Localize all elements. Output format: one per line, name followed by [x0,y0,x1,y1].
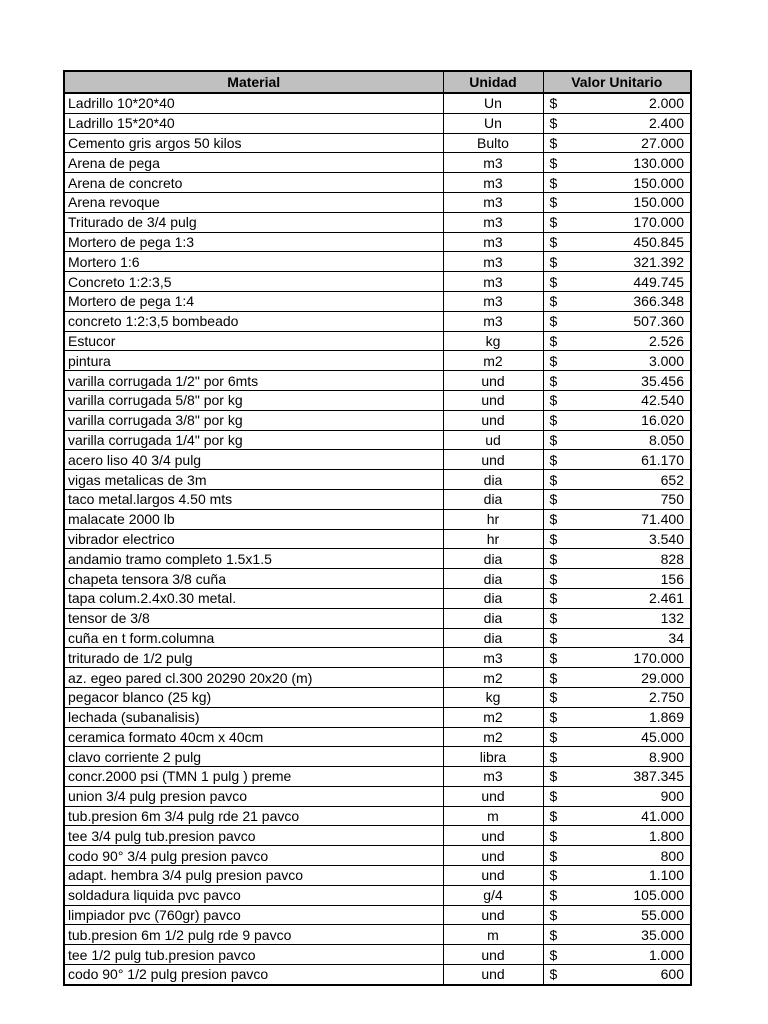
unidad-cell: m2 [443,668,543,688]
unidad-cell: dia [443,549,543,569]
valor-cell: 2.400 [563,113,691,133]
material-cell: clavo corriente 2 pulg [64,747,443,767]
valor-cell: 1.800 [563,826,691,846]
unidad-cell: kg [443,331,543,351]
table-row [64,252,691,272]
unidad-cell: dia [443,608,543,628]
currency-symbol: $ [543,668,563,688]
valor-cell: 750 [563,489,691,509]
unidad-cell: m2 [443,727,543,747]
currency-symbol: $ [543,965,563,985]
table-row [64,885,691,905]
valor-cell: 8.900 [563,747,691,767]
material-cell: Arena de pega [64,153,443,173]
unidad-cell: dia [443,628,543,648]
material-cell: codo 90° 1/2 pulg presion pavco [64,965,443,985]
material-cell: adapt. hembra 3/4 pulg presion pavco [64,866,443,886]
material-cell: Cemento gris argos 50 kilos [64,133,443,153]
unidad-cell: m3 [443,232,543,252]
table-row [64,965,691,985]
currency-symbol: $ [543,212,563,232]
table-body [64,93,691,985]
currency-symbol: $ [543,707,563,727]
valor-cell: 366.348 [563,291,691,311]
currency-symbol: $ [543,450,563,470]
valor-cell: 387.345 [563,767,691,787]
table-row [64,212,691,232]
header-material: Material [64,71,443,93]
table-row [64,351,691,371]
valor-cell: 130.000 [563,153,691,173]
valor-cell: 1.000 [563,945,691,965]
valor-cell: 1.100 [563,866,691,886]
unidad-cell: hr [443,529,543,549]
currency-symbol: $ [543,727,563,747]
material-cell: concr.2000 psi (TMN 1 pulg ) preme [64,767,443,787]
currency-symbol: $ [543,133,563,153]
valor-cell: 132 [563,608,691,628]
material-cell: triturado de 1/2 pulg [64,648,443,668]
unidad-cell: Un [443,93,543,113]
currency-symbol: $ [543,687,563,707]
currency-symbol: $ [543,846,563,866]
unidad-cell: m3 [443,212,543,232]
valor-cell: 45.000 [563,727,691,747]
valor-cell: 900 [563,786,691,806]
currency-symbol: $ [543,351,563,371]
currency-symbol: $ [543,291,563,311]
material-cell: varilla corrugada 1/4" por kg [64,430,443,450]
material-cell: union 3/4 pulg presion pavco [64,786,443,806]
valor-cell: 8.050 [563,430,691,450]
material-cell: tub.presion 6m 1/2 pulg rde 9 pavco [64,925,443,945]
material-cell: Mortero 1:6 [64,252,443,272]
unidad-cell: und [443,450,543,470]
table-row [64,608,691,628]
currency-symbol: $ [543,945,563,965]
unidad-cell: libra [443,747,543,767]
table-row [64,846,691,866]
table-row [64,371,691,391]
currency-symbol: $ [543,628,563,648]
currency-symbol: $ [543,529,563,549]
currency-symbol: $ [543,232,563,252]
valor-cell: 42.540 [563,390,691,410]
currency-symbol: $ [543,173,563,193]
unidad-cell: m2 [443,707,543,727]
table-row [64,866,691,886]
currency-symbol: $ [543,885,563,905]
unidad-cell: und [443,945,543,965]
table-row [64,767,691,787]
material-cell: varilla corrugada 5/8" por kg [64,390,443,410]
valor-cell: 2.750 [563,687,691,707]
material-cell: pegacor blanco (25 kg) [64,687,443,707]
currency-symbol: $ [543,569,563,589]
material-cell: pintura [64,351,443,371]
valor-cell: 61.170 [563,450,691,470]
material-cell: lechada (subanalisis) [64,707,443,727]
table-row [64,390,691,410]
valor-cell: 1.869 [563,707,691,727]
valor-cell: 16.020 [563,410,691,430]
unidad-cell: m2 [443,351,543,371]
currency-symbol: $ [543,826,563,846]
table-row [64,153,691,173]
valor-cell: 41.000 [563,806,691,826]
unidad-cell: m3 [443,272,543,292]
unidad-cell: und [443,390,543,410]
currency-symbol: $ [543,430,563,450]
material-cell: Ladrillo 15*20*40 [64,113,443,133]
material-cell: andamio tramo completo 1.5x1.5 [64,549,443,569]
currency-symbol: $ [543,192,563,212]
table-row [64,311,691,331]
currency-symbol: $ [543,311,563,331]
unidad-cell: und [443,905,543,925]
table-row [64,826,691,846]
currency-symbol: $ [543,767,563,787]
valor-cell: 105.000 [563,885,691,905]
header-row [64,71,691,93]
unidad-cell: m [443,806,543,826]
currency-symbol: $ [543,153,563,173]
valor-cell: 2.461 [563,588,691,608]
valor-cell: 35.000 [563,925,691,945]
currency-symbol: $ [543,648,563,668]
material-cell: limpiador pvc (760gr) pavco [64,905,443,925]
valor-cell: 170.000 [563,648,691,668]
material-cell: malacate 2000 lb [64,509,443,529]
valor-cell: 450.845 [563,232,691,252]
table-row [64,192,691,212]
currency-symbol: $ [543,925,563,945]
currency-symbol: $ [543,509,563,529]
unidad-cell: und [443,866,543,886]
table-row [64,806,691,826]
material-cell: varilla corrugada 1/2" por 6mts [64,371,443,391]
material-cell: soldadura liquida pvc pavco [64,885,443,905]
header-unidad: Unidad [443,71,543,93]
unidad-cell: ud [443,430,543,450]
valor-cell: 800 [563,846,691,866]
material-cell: Arena de concreto [64,173,443,193]
table-row [64,747,691,767]
unidad-cell: g/4 [443,885,543,905]
currency-symbol: $ [543,371,563,391]
currency-symbol: $ [543,272,563,292]
table-row [64,786,691,806]
material-cell: az. egeo pared cl.300 20290 20x20 (m) [64,668,443,688]
table-row [64,331,691,351]
valor-cell: 34 [563,628,691,648]
material-cell: Estucor [64,331,443,351]
material-cell: codo 90° 3/4 pulg presion pavco [64,846,443,866]
unidad-cell: dia [443,489,543,509]
unidad-cell: und [443,786,543,806]
table-row [64,113,691,133]
valor-cell: 29.000 [563,668,691,688]
valor-cell: 27.000 [563,133,691,153]
material-cell: vibrador electrico [64,529,443,549]
table-row [64,272,691,292]
table-row [64,173,691,193]
material-cell: ceramica formato 40cm x 40cm [64,727,443,747]
unidad-cell: kg [443,687,543,707]
currency-symbol: $ [543,489,563,509]
valor-cell: 150.000 [563,173,691,193]
valor-cell: 3.000 [563,351,691,371]
material-cell: cuña en t form.columna [64,628,443,648]
material-cell: chapeta tensora 3/8 cuña [64,569,443,589]
table-row [64,430,691,450]
material-cell: acero liso 40 3/4 pulg [64,450,443,470]
currency-symbol: $ [543,806,563,826]
unidad-cell: Un [443,113,543,133]
valor-cell: 652 [563,470,691,490]
table-row [64,569,691,589]
table-row [64,925,691,945]
currency-symbol: $ [543,252,563,272]
table-row [64,707,691,727]
price-table [63,70,692,986]
unidad-cell: m3 [443,192,543,212]
unidad-cell: m3 [443,648,543,668]
unidad-cell: und [443,826,543,846]
table-row [64,410,691,430]
table-row [64,93,691,113]
table-row [64,945,691,965]
table-row [64,470,691,490]
valor-cell: 507.360 [563,311,691,331]
currency-symbol: $ [543,470,563,490]
unidad-cell: dia [443,470,543,490]
unidad-cell: m3 [443,173,543,193]
material-cell: tapa colum.2.4x0.30 metal. [64,588,443,608]
material-cell: Mortero de pega 1:4 [64,291,443,311]
material-cell: taco metal.largos 4.50 mts [64,489,443,509]
valor-cell: 3.540 [563,529,691,549]
unidad-cell: dia [443,569,543,589]
currency-symbol: $ [543,747,563,767]
unidad-cell: und [443,410,543,430]
table-row [64,509,691,529]
valor-cell: 71.400 [563,509,691,529]
valor-cell: 156 [563,569,691,589]
unidad-cell: und [443,846,543,866]
table-row [64,687,691,707]
valor-cell: 2.526 [563,331,691,351]
valor-cell: 600 [563,965,691,985]
unidad-cell: dia [443,588,543,608]
currency-symbol: $ [543,410,563,430]
material-cell: vigas metalicas de 3m [64,470,443,490]
material-cell: Triturado de 3/4 pulg [64,212,443,232]
table-row [64,648,691,668]
table-row [64,668,691,688]
valor-cell: 170.000 [563,212,691,232]
material-cell: tub.presion 6m 3/4 pulg rde 21 pavco [64,806,443,826]
unidad-cell: m3 [443,252,543,272]
material-cell: tee 1/2 pulg tub.presion pavco [64,945,443,965]
valor-cell: 55.000 [563,905,691,925]
unidad-cell: und [443,371,543,391]
currency-symbol: $ [543,549,563,569]
valor-cell: 150.000 [563,192,691,212]
material-cell: Concreto 1:2:3,5 [64,272,443,292]
currency-symbol: $ [543,93,563,113]
currency-symbol: $ [543,786,563,806]
currency-symbol: $ [543,866,563,886]
currency-symbol: $ [543,113,563,133]
valor-cell: 321.392 [563,252,691,272]
table-row [64,232,691,252]
currency-symbol: $ [543,608,563,628]
table-row [64,727,691,747]
table-row [64,588,691,608]
table-row [64,133,691,153]
unidad-cell: und [443,965,543,985]
header-valor-unitario: Valor Unitario [543,71,691,93]
table-row [64,628,691,648]
material-cell: tee 3/4 pulg tub.presion pavco [64,826,443,846]
table-row [64,905,691,925]
unidad-cell: m3 [443,291,543,311]
material-cell: varilla corrugada 3/8" por kg [64,410,443,430]
material-cell: Ladrillo 10*20*40 [64,93,443,113]
valor-cell: 828 [563,549,691,569]
unidad-cell: Bulto [443,133,543,153]
material-cell: concreto 1:2:3,5 bombeado [64,311,443,331]
material-cell: Arena revoque [64,192,443,212]
table-row [64,291,691,311]
material-cell: Mortero de pega 1:3 [64,232,443,252]
unidad-cell: m [443,925,543,945]
currency-symbol: $ [543,905,563,925]
unidad-cell: hr [443,509,543,529]
currency-symbol: $ [543,390,563,410]
valor-cell: 449.745 [563,272,691,292]
unidad-cell: m3 [443,153,543,173]
table-row [64,549,691,569]
valor-cell: 35.456 [563,371,691,391]
valor-cell: 2.000 [563,93,691,113]
table-row [64,450,691,470]
material-cell: tensor de 3/8 [64,608,443,628]
currency-symbol: $ [543,331,563,351]
unidad-cell: m3 [443,311,543,331]
currency-symbol: $ [543,588,563,608]
table-row [64,489,691,509]
table-row [64,529,691,549]
unidad-cell: m3 [443,767,543,787]
